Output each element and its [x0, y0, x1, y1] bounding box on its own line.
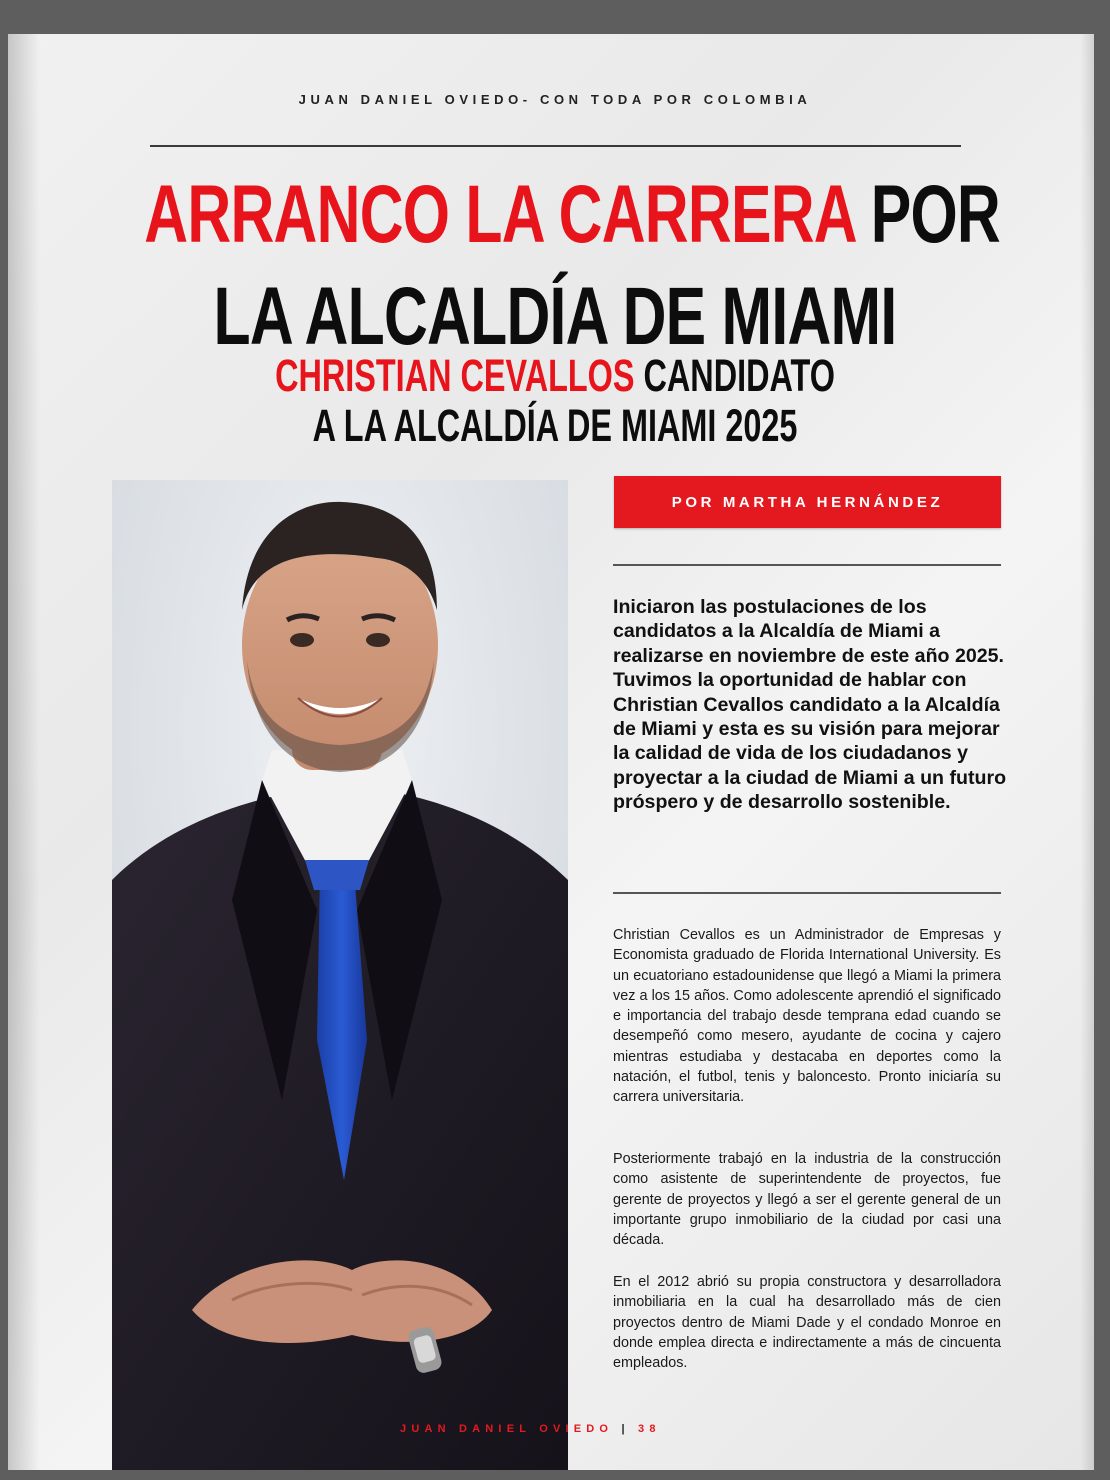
page-fold-shadow — [8, 34, 40, 1470]
headline-black-part: POR — [854, 169, 1001, 260]
header-divider — [150, 145, 961, 147]
running-head: JUAN DANIEL OVIEDO- CON TODA POR COLOMBIA — [298, 92, 812, 107]
headline-line-1 — [144, 168, 1001, 262]
page-number: 38 — [638, 1423, 661, 1435]
body-paragraph: Posteriormente trabajó en la industria de la construcción como asistente de superintendente de proyectos, fue gerente de proyectos y llegó a ser el gerente general de un importante grupo inmobiliario de la ciudad por casi una década. — [613, 1151, 1001, 1249]
subheadline-line-1 — [155, 350, 954, 402]
subheadline-line-2: A LA ALCALDÍA DE MIAMI 2025 — [312, 400, 798, 451]
body-paragraph: Christian Cevallos es un Administrador de Empresas y Economista graduado de Florida International University. Es un ecuatoriano estadounidense que llegó a Miami la primera vez a los 15 años. Como adolescente aprendió el significado e importancia del trabajo desde temprana edad cuando se desempeñó como mesero, ayudante de cocina y cajero mientras estudiaba y destacaba en deportes como la natación, el futbol, tenis y baloncesto. Pronto iniciaría su carrera universitaria. — [613, 927, 1001, 1106]
lead-paragraph: Iniciaron las postulaciones de los candidatos a la Alcaldía de Miami a realizarse en noviembre de este año 2025. Tuvimos la oportunidad de hablar con Christian Cevallos candidato a la Alcaldía de Miami y esta es su visión para mejorar la calidad de vida de los ciudadanos y proyectar a la ciudad de Miami a un futuro próspero y de desarrollo sostenible. — [613, 596, 1007, 814]
candidate-name: CHRISTIAN CEVALLOS — [275, 350, 635, 401]
lead-top-divider — [613, 564, 1001, 566]
subheadline-black-part: CANDIDATO — [634, 350, 835, 401]
candidate-portrait-photo — [112, 480, 568, 1470]
portrait-illustration — [112, 480, 568, 1470]
footer-separator: | — [621, 1423, 630, 1435]
body-paragraph: En el 2012 abrió su propia constructora y desarrolladora inmobiliaria en la cual ha desarrollado más de cien proyectos dentro de Miami Dade y el condado Monroe en donde emplea directa e indirectamente a más de cincuenta empleados. — [613, 1274, 1001, 1372]
footer-magazine-name: JUAN DANIEL OVIEDO — [400, 1423, 614, 1435]
headline-line-2: LA ALCALDÍA DE MIAMI — [213, 271, 897, 362]
page-footer — [400, 1423, 661, 1435]
headline-red-part: ARRANCO LA CARRERA — [144, 169, 855, 260]
lead-bottom-divider — [613, 892, 1001, 894]
page-edge-shadow — [1080, 34, 1094, 1470]
author-byline-banner: POR MARTHA HERNÁNDEZ — [614, 476, 1001, 528]
